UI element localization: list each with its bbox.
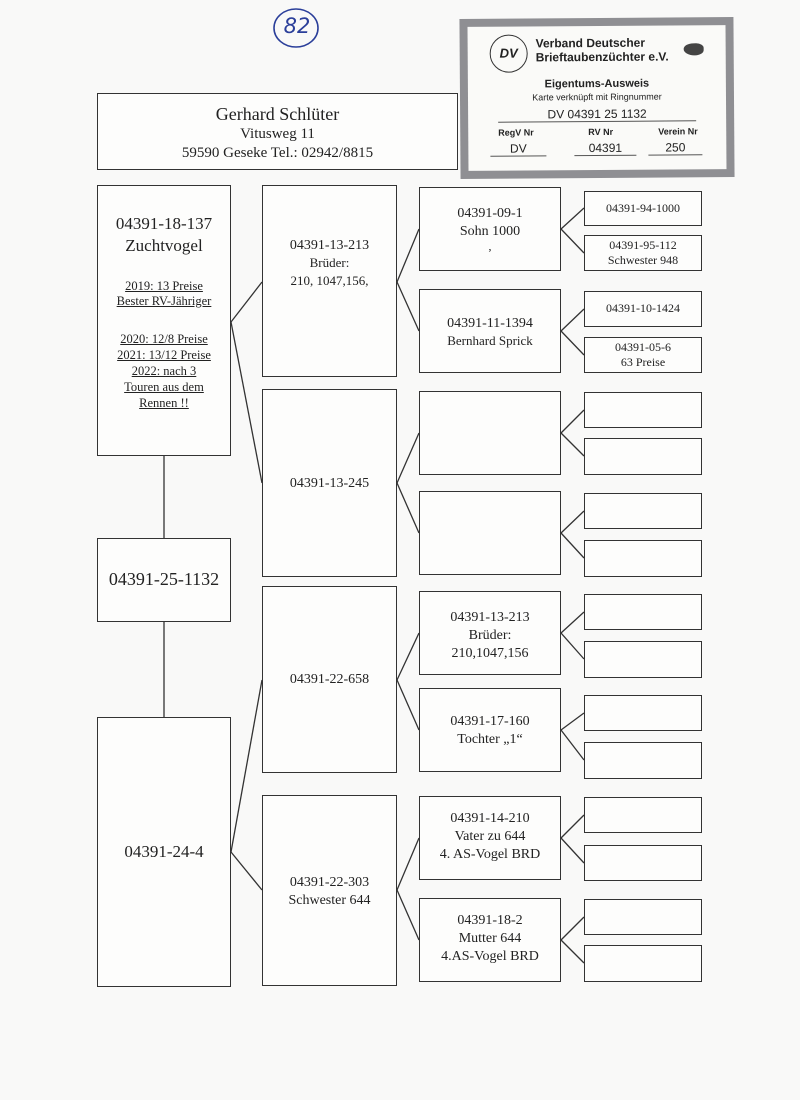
gen4-box-13: [584, 797, 702, 833]
gen4-box-5: [584, 392, 702, 428]
father-box: [97, 185, 231, 456]
gen4-box-4: [584, 337, 702, 373]
gen3-mmf-box: [419, 796, 561, 880]
gen3-fff-line2: Sohn 1000: [459, 224, 521, 239]
gen2-ff-box: [262, 185, 397, 377]
gen4-ring-1: 04391-94-1000: [606, 201, 680, 215]
gen3-mff-line3: 210,1047,156: [451, 646, 529, 661]
owner-address-box: [97, 93, 458, 170]
father-note: Rennen !!: [139, 396, 189, 410]
gen3-mfm-line2: Tochter „1“: [457, 732, 523, 747]
owner-street: Vitusweg 11: [240, 126, 315, 142]
gen4-box-12: [584, 742, 702, 779]
gen2-ff-ring: 04391-13-213: [289, 238, 370, 253]
gen2-fm-ring: 04391-13-245: [289, 476, 370, 491]
card-col3-value: 250: [648, 140, 702, 155]
gen3-mmm-line3: 4.AS-Vogel BRD: [441, 949, 539, 964]
gen3-ffm-line2: Bernhard Sprick: [447, 333, 533, 348]
gen3-mmm-ring: 04391-18-2: [457, 913, 523, 928]
owner-city-phone: 59590 Geseke Tel.: 02942/8815: [181, 145, 374, 161]
card-col2-label: RV Nr: [588, 126, 614, 138]
gen3-mmf-ring: 04391-14-210: [450, 811, 530, 826]
gen2-ff-line3: 210, 1047,156,: [290, 273, 369, 288]
father-note: 2022: nach 3: [131, 364, 197, 378]
gen3-mff-box: [419, 591, 561, 675]
gen4-line2-4: 63 Preise: [620, 355, 666, 369]
gen3-mmf-line2: Vater zu 644: [454, 829, 526, 844]
gen3-mmf-line3: 4. AS-Vogel BRD: [439, 847, 541, 862]
father-note: 2019: 13 Preise: [125, 279, 203, 293]
card-title: Eigentums-Ausweis: [544, 77, 650, 91]
gen3-fff-line3: ,: [488, 239, 492, 253]
gen3-fff-ring: 04391-09-1: [457, 206, 523, 221]
card-subtitle: Karte verknüpft mit Ringnummer: [532, 91, 662, 103]
gen4-box-15: [584, 899, 702, 935]
card-col3-label: Verein Nr: [658, 126, 698, 137]
card-col1-value: DV: [490, 141, 546, 156]
gen4-box-11: [584, 695, 702, 731]
gen4-ring-3: 04391-10-1424: [606, 301, 680, 315]
gen3-mfm-ring: 04391-17-160: [450, 714, 530, 729]
mother-box: [97, 717, 231, 987]
gen2-mf-box: [262, 586, 397, 773]
card-col2-value: 04391: [574, 141, 636, 156]
gen3-fff-box: [419, 187, 561, 271]
gen2-mf-ring: 04391-22-658: [289, 672, 370, 687]
father-note: 2020: 12/8 Preise: [120, 332, 208, 346]
mother-ring: 04391-24-4: [124, 842, 204, 861]
father-note: Touren aus dem: [124, 380, 204, 394]
gen3-ffm-box: [419, 289, 561, 373]
gen4-box-6: [584, 438, 702, 475]
gen3-fmm-box: [419, 491, 561, 575]
pigeon-icon: [684, 43, 704, 55]
gen2-mm-ring: 04391-22-303: [289, 875, 370, 890]
gen4-box-2: [584, 235, 702, 271]
gen4-box-1: [584, 191, 702, 226]
gen3-mff-ring: 04391-13-213: [450, 610, 530, 625]
father-desc: Zuchtvogel: [125, 236, 203, 255]
gen3-mfm-box: [419, 688, 561, 772]
gen4-line2-2: Schwester 948: [607, 253, 679, 267]
gen4-box-16: [584, 945, 702, 982]
subject-ring: 04391-25-1132: [108, 569, 220, 589]
subject-box: [97, 538, 231, 622]
gen4-box-14: [584, 845, 702, 881]
card-org-line1: Verband Deutscher: [535, 35, 646, 51]
father-note: 2021: 13/12 Preise: [117, 348, 211, 362]
gen3-fmf-box: [419, 391, 561, 475]
card-org-line2: Brieftaubenzüchter e.V.: [535, 49, 669, 65]
gen4-ring-4: 04391-05-6: [615, 340, 671, 354]
gen2-ff-line2: Brüder:: [309, 255, 350, 270]
vdb-logo-text: DV: [499, 45, 518, 61]
father-ring: 04391-18-137: [115, 214, 213, 233]
ownership-card: [459, 17, 734, 179]
gen3-mmm-line2: Mutter 644: [458, 931, 522, 946]
gen3-mmm-box: [419, 898, 561, 982]
card-col1-label: RegV Nr: [498, 127, 534, 138]
father-note: Bester RV-Jähriger: [116, 294, 212, 308]
gen2-mm-line2: Schwester 644: [288, 893, 371, 908]
gen4-ring-2: 04391-95-112: [609, 238, 677, 252]
gen4-box-10: [584, 641, 702, 678]
page-number: 82: [283, 14, 311, 38]
gen4-box-8: [584, 540, 702, 577]
gen4-box-7: [584, 493, 702, 529]
gen4-box-3: [584, 291, 702, 327]
gen2-mm-box: [262, 795, 397, 986]
vdb-logo: [490, 34, 528, 72]
gen3-mff-line2: Brüder:: [468, 628, 512, 643]
owner-name: Gerhard Schlüter: [215, 104, 340, 124]
gen4-box-9: [584, 594, 702, 630]
card-ring-number: DV 04391 25 1132: [498, 106, 696, 122]
gen3-ffm-ring: 04391-11-1394: [447, 316, 533, 331]
gen2-fm-box: [262, 389, 397, 577]
